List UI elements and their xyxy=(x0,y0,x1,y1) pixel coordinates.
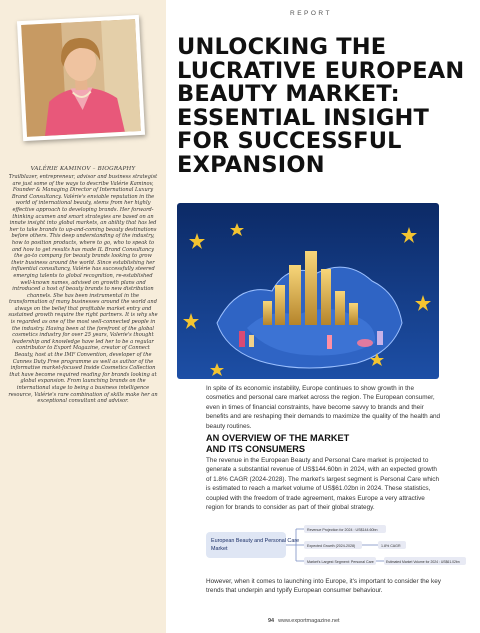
infographic-main-label-1: European Beauty and Personal Care xyxy=(211,538,300,544)
section-heading-line-1: AN OVERVIEW OF THE MARKET xyxy=(206,433,350,443)
biography-text: Trailblazer, entrepreneur, advisor and business strategist are just some of the ways to describe Valérie Kaminov, Founder & Managing Director of International Luxury Brand Consultancy. Valérie's enviable reputation in the world of international beauty, stems from her highly effective approach to developing brands. Her forward-thinking acumen and smart strategies are based on an innate insight into global markets, an ability that has led her to take brands to up-and-coming beauty destinations before others. This deep understanding of the industry, how to position products, where to go, who to speak to and how to get results has made IL Brand Consultancy the go-to company for beauty brands looking to grow their business around the world. Since establishing her influential consultancy, Valérie has successfully steered emerging talents to global recognition, re-established well-known names, advised on growth plans and introduced a host of beauty brands to new distribution channels. She has been instrumental in the transformation of many businesses around the world and always on the belief that profitable market entry and sustained growth require the right partners. It is why she is regarded as one of the most well-connected people in the industry. Having been at the forefront of the global cosmetics industry for over 25 years, Valerie's thought leadership and knowledge have led her to be a regular contributor to Export Magazine, creator of Connect Beauty, host at the IMF Convention, developer of the Cannes Duty Free programme as well as author of the informative market-focused Inside Cosmetics Collection that have become required reading for brands looking at global expansion. From launching brands on the international stage to being a business intelligence resource, Valérie's rare combination of skills make her an exceptional consultant and advisor. xyxy=(8,174,158,405)
market-overview-paragraph: The revenue in the European Beauty and Personal Care market is projected to generate a substantial revenue of US$144.60bn in 2024, with an expected growth of 1.8% CAGR (2024-2028). The market's largest segment is Personal Care which is estimated to reach a market volume of US$61.02bn in 2024. These statistics, coupled with the freedom of trade agreement, makes Europe a very attractive region for brands to consider as part of their global strategy. xyxy=(206,457,440,512)
growth-value: 1.8% CAGR xyxy=(381,543,401,548)
closing-paragraph: However, when it comes to launching into Europe, it's important to consider the key trends that underpin and typify European consumer behaviour. xyxy=(206,578,441,595)
article-headline: UNLOCKING THE LUCRATIVE EUROPEAN BEAUTY MARKET: ESSENTIAL INSIGHT FOR SUCCESSFUL EXPANSION xyxy=(177,34,465,178)
biography-sidebar xyxy=(0,0,166,633)
author-portrait xyxy=(17,15,145,141)
intro-paragraph: In spite of its economic instability, Europe continues to show growth in the cosmetics and personal care market across the region. The European consumer, even in times of financial constraints, have become savvy to brands and their benefits and are reshaping their demands to maximize the quality of the health and beauty routines. xyxy=(206,385,441,430)
section-heading-line-2: AND ITS CONSUMERS xyxy=(206,443,306,454)
section-label: REPORT xyxy=(290,10,332,17)
infographic-main-label-2: Market xyxy=(211,546,228,552)
page-number: 94 xyxy=(268,618,275,624)
europe-market-illustration xyxy=(177,203,439,379)
market-infographic xyxy=(206,524,468,566)
revenue-label: Revenue Projection for 2024 : US$144.60bn xyxy=(307,527,378,532)
page-footer xyxy=(268,618,340,624)
infographic-connectors xyxy=(286,529,304,561)
segment-value: Estimated Market Volume for 2024 : US$61.02bn xyxy=(386,559,460,564)
biography-title: VALÉRIE KAMINOV – BIOGRAPHY xyxy=(30,166,136,172)
segment-label: Market's Largest Segment: Personal Care xyxy=(307,559,374,564)
section-heading xyxy=(206,433,456,454)
infographic-main-box xyxy=(206,532,286,558)
portrait-illustration xyxy=(21,19,141,137)
growth-label: Expected Growth (2024-2028) xyxy=(307,543,356,548)
footer-website: www.exportmagazine.net xyxy=(278,618,340,624)
